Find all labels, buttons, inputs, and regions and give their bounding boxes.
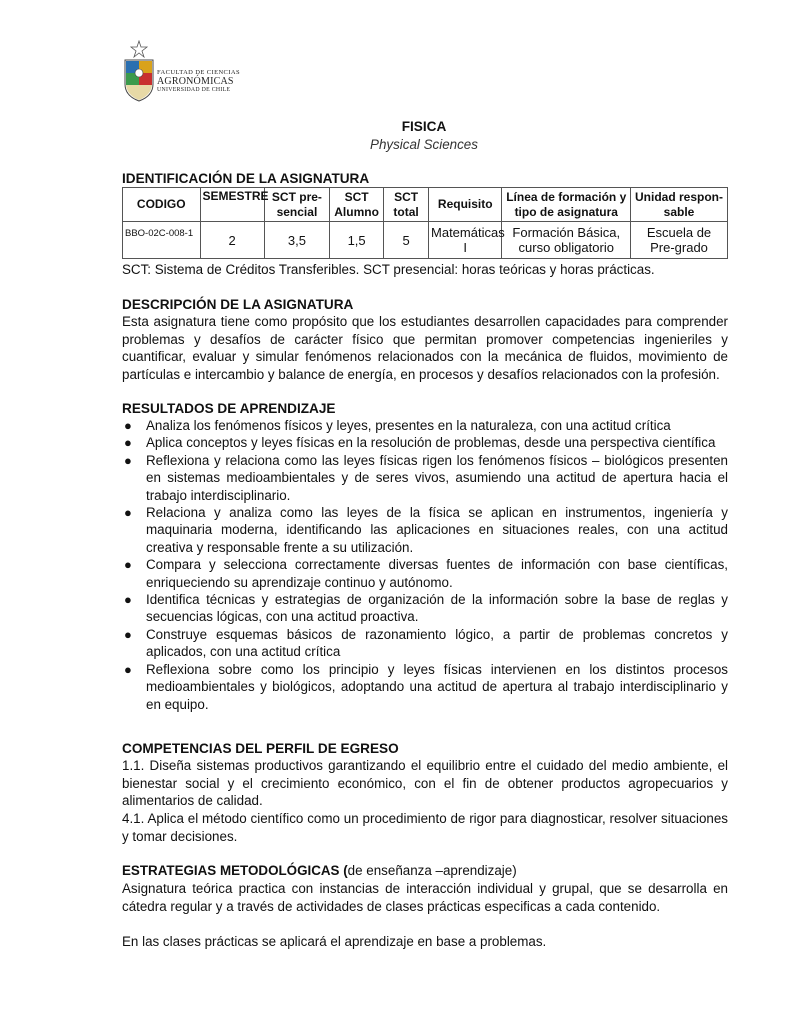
column-header: SCT pre-sencial	[264, 188, 329, 222]
logo-university-line: UNIVERSIDAD DE CHILE	[157, 87, 231, 93]
column-header: Línea de formación y tipo de asignatura	[502, 188, 631, 222]
competency-1-1: 1.1. Diseña sistemas productivos garantizando el equilibrio entre el cuidado del medio ambiente, el bienestar social y el crecimiento económico, con el fin de obtener productos agropecuarios y alimentarios de calidad.	[122, 758, 728, 809]
table-cell-linea: Formación Básica, curso obligatorio	[502, 222, 631, 259]
strategies-text: Asignatura teórica practica con instancias de interacción individual y grupal, que se desarrolla en cátedra regular y a través de actividades de clases prácticas especificas a cada contenido.	[122, 881, 728, 914]
column-header: CODIGO	[123, 188, 201, 222]
list-item: ● Compara y selecciona correctamente diversas fuentes de información con base científicas, enriqueciendo su aprendizaje continuo y autónomo.	[124, 557, 728, 590]
table-cell-semestre: 2	[200, 222, 264, 259]
table-cell-code: BBO-02C-008-1	[123, 222, 201, 259]
course-title: FISICA	[401, 119, 447, 134]
table-cell-requisito: Matemáticas I	[429, 222, 502, 259]
table-header-row	[123, 188, 728, 222]
table-row	[123, 222, 728, 259]
bullet-icon: ●	[124, 661, 132, 677]
faculty-logo	[122, 40, 242, 102]
strategies-text-2: En las clases prácticas se aplicará el aprendizaje en base a problemas.	[122, 934, 547, 949]
sct-note: SCT: Sistema de Créditos Transferibles. SCT presencial: horas teóricas y horas prácticas.	[122, 262, 655, 277]
bullet-icon: ●	[124, 592, 132, 608]
table-cell-sct-alumno: 1,5	[330, 222, 384, 259]
description-heading: DESCRIPCIÓN DE LA ASIGNATURA	[122, 297, 354, 312]
identification-heading: IDENTIFICACIÓN DE LA ASIGNATURA	[122, 171, 370, 186]
strategies-heading-normal: de enseñanza –aprendizaje)	[347, 863, 517, 878]
identification-table	[122, 187, 728, 259]
strategies-heading	[122, 862, 517, 879]
learning-outcomes-heading: RESULTADOS DE APRENDIZAJE	[122, 401, 336, 416]
bullet-icon: ●	[124, 626, 132, 642]
column-header: SCT Alumno	[330, 188, 384, 222]
list-item: ● Relaciona y analiza como las leyes de la física se aplican en instrumentos, ingeniería y maquinaria moderna, identificando las aplicaciones en situaciones reales, con una actitud creativa y responsable frente a su utilización.	[124, 505, 728, 555]
column-header: SEMESTRE	[200, 188, 264, 222]
list-item: ● Reflexiona sobre como los principio y leyes físicas intervienen en los distintos procesos medioambientales y biológicos, adoptando una actitud de apertura al trabajo interdisciplinario y en equipo.	[124, 661, 728, 712]
course-subtitle: Physical Sciences	[370, 137, 478, 152]
table-cell-unidad: Escuela de Pre-grado	[631, 222, 728, 259]
column-header: Unidad respon-sable	[631, 188, 728, 222]
list-item: ● Analiza los fenómenos físicos y leyes, presentes en la naturaleza, con una actitud crítica	[124, 418, 671, 433]
table-cell-sct-total: 5	[384, 222, 429, 259]
bullet-icon: ●	[124, 435, 132, 451]
learning-outcomes-list	[122, 417, 728, 713]
description-text: Esta asignatura tiene como propósito que los estudiantes desarrollen capacidades para comprender problemas y desafíos de carácter físico que permitan promover competencias ingenieriles y cuantificar, evaluar y simular fenómenos relacionados con la mecánica de fluidos, movimiento de partículas e intercambio y balance de energía, en procesos y desafíos relacionados con la profesión.	[122, 314, 728, 382]
column-header: SCT total	[384, 188, 429, 222]
strategies-heading-bold: ESTRATEGIAS METODOLÓGICAS (	[122, 863, 348, 878]
competencies-heading: COMPETENCIAS DEL PERFIL DE EGRESO	[122, 741, 399, 756]
bullet-icon: ●	[124, 557, 132, 573]
logo-faculty-name: AGRONÓMICAS	[157, 76, 234, 87]
column-header: Requisito	[429, 188, 502, 222]
university-seal-icon	[122, 40, 156, 102]
bullet-icon: ●	[124, 418, 132, 433]
list-item: ● Reflexiona y relaciona como las leyes físicas rigen los fenómenos físicos – biológicos presenten en sistemas medioambientales y de seres vivos, asumiendo una actitud de apertura hacia el trabajo interdisciplinario.	[124, 452, 728, 503]
logo-faculty-line: FACULTAD DE CIENCIAS	[157, 69, 240, 76]
list-item: ● Aplica conceptos y leyes físicas en la resolución de problemas, desde una perspectiva científica	[124, 435, 716, 451]
competency-4-1: 4.1. Aplica el método científico como un procedimiento de rigor para diagnosticar, resolver situaciones y tomar decisiones.	[122, 811, 728, 844]
table-cell-sct-presencial: 3,5	[264, 222, 329, 259]
bullet-icon: ●	[124, 452, 132, 468]
list-item: ● Identifica técnicas y estrategias de organización de la información sobre la base de reglas y secuencias lógicas, con una actitud proactiva.	[124, 592, 728, 625]
list-item: ● Construye esquemas básicos de razonamiento lógico, a partir de problemas concretos y aplicados, con una actitud crítica	[124, 626, 728, 660]
bullet-icon: ●	[124, 505, 132, 521]
